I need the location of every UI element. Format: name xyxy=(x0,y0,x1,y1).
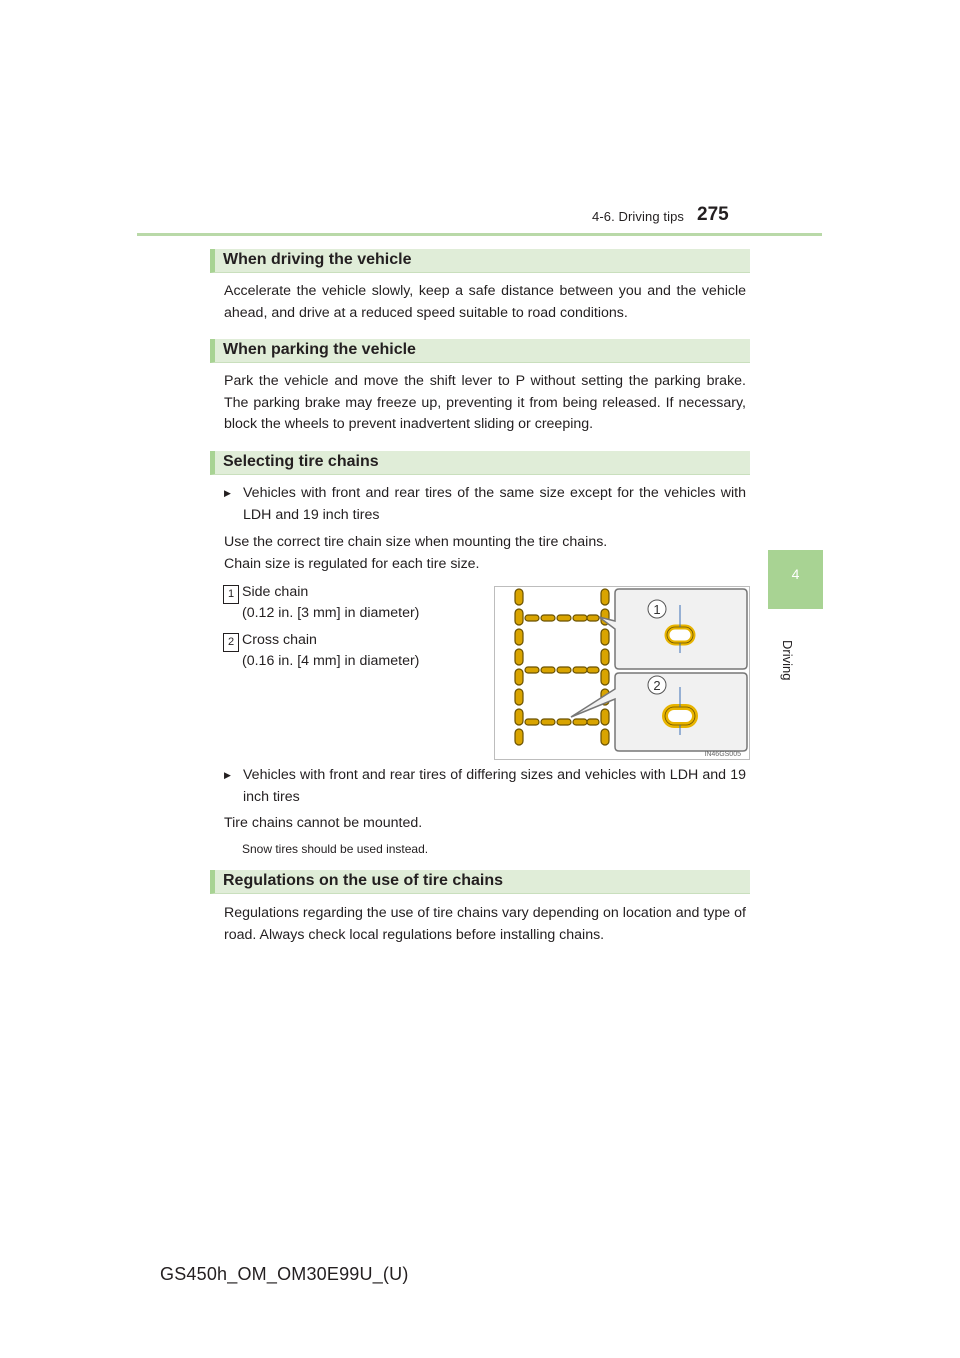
chains-not-mountable: Tire chains cannot be mounted. xyxy=(224,815,423,831)
section-title: When driving the vehicle xyxy=(223,251,412,268)
section-header-regulations xyxy=(210,870,750,894)
cross-chain-name: Cross chain xyxy=(242,632,317,648)
regulations-body-text: Regulations regarding the use of tire chains vary depending on location and type of road. Always check local regulations before installing chains. xyxy=(224,905,746,943)
section-header-parking xyxy=(210,339,750,363)
triangle-bullet-icon: ▶ xyxy=(224,770,231,780)
figure-code: IN46GS005 xyxy=(704,751,741,758)
triangle-bullet-icon: ▶ xyxy=(224,488,231,498)
driving-body-text: Accelerate the vehicle slowly, keep a safe distance between you and the vehicle ahead, and drive at a reduced speed suitable to road conditions. xyxy=(224,283,746,321)
chapter-tab-label: Driving xyxy=(780,640,795,681)
section-title: Selecting tire chains xyxy=(223,453,379,470)
figure-callout-1: 1 xyxy=(653,602,661,617)
side-chain-spec: (0.12 in. [3 mm] in diameter) xyxy=(242,605,420,621)
document-code: GS450h_OM_OM30E99U_(U) xyxy=(160,1264,409,1284)
bullet-differing-size xyxy=(224,765,746,808)
section-header-driving xyxy=(210,249,750,273)
tire-chain-drawing xyxy=(495,587,749,759)
tire-chain-illustration xyxy=(494,586,750,760)
side-chain-name: Side chain xyxy=(242,584,309,600)
section-title: When parking the vehicle xyxy=(223,341,416,358)
item-number-badge: 2 xyxy=(224,634,238,651)
header-divider xyxy=(137,233,822,236)
figure-callout-2: 2 xyxy=(653,678,661,693)
page-number: 275 xyxy=(697,204,729,225)
item-number-badge: 1 xyxy=(224,586,238,603)
bullet-same-size xyxy=(224,483,746,526)
chain-size-line-2: Chain size is regulated for each tire size. xyxy=(224,556,480,572)
cross-chain-spec: (0.16 in. [4 mm] in diameter) xyxy=(242,653,420,669)
parking-body-text: Park the vehicle and move the shift lever to P without setting the parking brake. The parking brake may freeze up, preventing it from being released. If necessary, block the wheels to prevent inadvertent sliding or creeping. xyxy=(224,373,746,432)
header-section-title: 4-6. Driving tips xyxy=(592,209,685,224)
section-header-selecting xyxy=(210,451,750,475)
chapter-tab-number: 4 xyxy=(791,566,800,582)
snow-tires-note: Snow tires should be used instead. xyxy=(242,842,429,856)
chain-size-line-1: Use the correct tire chain size when mounting the tire chains. xyxy=(224,534,608,550)
bullet-text: Vehicles with front and rear tires of differing sizes and vehicles with LDH and 19 inch tires xyxy=(243,767,746,805)
bullet-text: Vehicles with front and rear tires of the same size except for the vehicles with LDH and 19 inch tires xyxy=(243,485,746,523)
section-title: Regulations on the use of tire chains xyxy=(223,872,504,889)
